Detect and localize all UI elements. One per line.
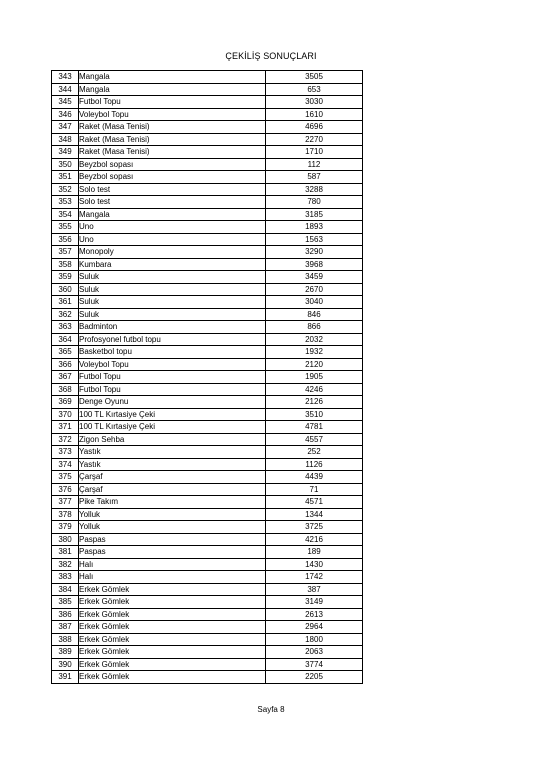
table-row	[52, 171, 363, 184]
row-number: 358	[52, 258, 79, 271]
ticket-number: 3505	[266, 71, 363, 84]
ticket-number: 1742	[266, 571, 363, 584]
table-row	[52, 571, 363, 584]
prize-name: 100 TL Kırtasiye Çeki	[79, 408, 266, 421]
table-row	[52, 546, 363, 559]
table-row	[52, 233, 363, 246]
row-number: 365	[52, 346, 79, 359]
prize-name: Mangala	[79, 71, 266, 84]
row-number: 388	[52, 633, 79, 646]
ticket-number: 1893	[266, 221, 363, 234]
table-row	[52, 608, 363, 621]
row-number: 347	[52, 121, 79, 134]
prize-name: Erkek Gömlek	[79, 596, 266, 609]
ticket-number: 4246	[266, 383, 363, 396]
page-number: Sayfa 8	[257, 705, 285, 714]
prize-name: Erkek Gömlek	[79, 621, 266, 634]
ticket-number: 1800	[266, 633, 363, 646]
results-table-body	[52, 71, 363, 684]
prize-name: Yastık	[79, 458, 266, 471]
ticket-number: 2964	[266, 621, 363, 634]
row-number: 377	[52, 496, 79, 509]
table-row	[52, 371, 363, 384]
table-row	[52, 496, 363, 509]
ticket-number: 1126	[266, 458, 363, 471]
table-row	[52, 583, 363, 596]
table-row	[52, 458, 363, 471]
table-row	[52, 346, 363, 359]
ticket-number: 4557	[266, 433, 363, 446]
prize-name: Badminton	[79, 321, 266, 334]
table-row	[52, 246, 363, 259]
prize-name: Raket (Masa Tenisi)	[79, 146, 266, 159]
ticket-number: 2063	[266, 646, 363, 659]
row-number: 348	[52, 133, 79, 146]
table-row	[52, 121, 363, 134]
table-row	[52, 308, 363, 321]
table-row	[52, 133, 363, 146]
table-row	[52, 446, 363, 459]
ticket-number: 3725	[266, 521, 363, 534]
ticket-number: 3290	[266, 246, 363, 259]
row-number: 379	[52, 521, 79, 534]
table-row	[52, 283, 363, 296]
prize-name: Futbol Topu	[79, 383, 266, 396]
row-number: 350	[52, 158, 79, 171]
table-row	[52, 271, 363, 284]
row-number: 370	[52, 408, 79, 421]
ticket-number: 3040	[266, 296, 363, 309]
prize-name: Basketbol topu	[79, 346, 266, 359]
ticket-number: 1344	[266, 508, 363, 521]
ticket-number: 1610	[266, 108, 363, 121]
row-number: 369	[52, 396, 79, 409]
ticket-number: 71	[266, 483, 363, 496]
table-row	[52, 208, 363, 221]
ticket-number: 780	[266, 196, 363, 209]
row-number: 367	[52, 371, 79, 384]
row-number: 366	[52, 358, 79, 371]
prize-name: Paspas	[79, 533, 266, 546]
prize-name: Erkek Gömlek	[79, 671, 266, 684]
row-number: 343	[52, 71, 79, 84]
ticket-number: 4571	[266, 496, 363, 509]
ticket-number: 3510	[266, 408, 363, 421]
table-row	[52, 483, 363, 496]
ticket-number: 387	[266, 583, 363, 596]
ticket-number: 2205	[266, 671, 363, 684]
table-row	[52, 633, 363, 646]
table-row	[52, 196, 363, 209]
prize-name: Paspas	[79, 546, 266, 559]
prize-name: Suluk	[79, 271, 266, 284]
table-row	[52, 658, 363, 671]
ticket-number: 2126	[266, 396, 363, 409]
table-row	[52, 433, 363, 446]
ticket-number: 2613	[266, 608, 363, 621]
ticket-number: 2670	[266, 283, 363, 296]
table-row	[52, 521, 363, 534]
ticket-number: 653	[266, 83, 363, 96]
prize-name: Uno	[79, 221, 266, 234]
prize-name: Denge Oyunu	[79, 396, 266, 409]
ticket-number: 1710	[266, 146, 363, 159]
row-number: 359	[52, 271, 79, 284]
ticket-number: 846	[266, 308, 363, 321]
ticket-number: 1563	[266, 233, 363, 246]
row-number: 349	[52, 146, 79, 159]
results-table	[51, 70, 363, 684]
row-number: 362	[52, 308, 79, 321]
ticket-number: 866	[266, 321, 363, 334]
prize-name: 100 TL Kırtasiye Çeki	[79, 421, 266, 434]
prize-name: Halı	[79, 558, 266, 571]
prize-name: Futbol Topu	[79, 96, 266, 109]
prize-name: Erkek Gömlek	[79, 608, 266, 621]
row-number: 372	[52, 433, 79, 446]
prize-name: Futbol Topu	[79, 371, 266, 384]
row-number: 357	[52, 246, 79, 259]
table-row	[52, 646, 363, 659]
prize-name: Pike Takım	[79, 496, 266, 509]
ticket-number: 1430	[266, 558, 363, 571]
table-row	[52, 533, 363, 546]
prize-name: Çarşaf	[79, 483, 266, 496]
row-number: 373	[52, 446, 79, 459]
ticket-number: 4781	[266, 421, 363, 434]
prize-name: Beyzbol sopası	[79, 158, 266, 171]
table-row	[52, 358, 363, 371]
page-title: ÇEKİLİŞ SONUÇLARI	[225, 51, 317, 61]
row-number: 375	[52, 471, 79, 484]
table-row	[52, 108, 363, 121]
row-number: 353	[52, 196, 79, 209]
row-number: 352	[52, 183, 79, 196]
row-number: 344	[52, 83, 79, 96]
table-row	[52, 83, 363, 96]
row-number: 383	[52, 571, 79, 584]
table-row	[52, 333, 363, 346]
ticket-number: 2120	[266, 358, 363, 371]
row-number: 363	[52, 321, 79, 334]
prize-name: Profosyonel futbol topu	[79, 333, 266, 346]
row-number: 380	[52, 533, 79, 546]
table-row	[52, 221, 363, 234]
table-row	[52, 596, 363, 609]
ticket-number: 189	[266, 546, 363, 559]
ticket-number: 587	[266, 171, 363, 184]
row-number: 368	[52, 383, 79, 396]
row-number: 381	[52, 546, 79, 559]
row-number: 364	[52, 333, 79, 346]
prize-name: Zigon Sehba	[79, 433, 266, 446]
prize-name: Halı	[79, 571, 266, 584]
prize-name: Suluk	[79, 308, 266, 321]
table-row	[52, 96, 363, 109]
prize-name: Voleybol Topu	[79, 358, 266, 371]
row-number: 345	[52, 96, 79, 109]
table-row	[52, 158, 363, 171]
row-number: 387	[52, 621, 79, 634]
prize-name: Suluk	[79, 296, 266, 309]
row-number: 390	[52, 658, 79, 671]
row-number: 391	[52, 671, 79, 684]
table-row	[52, 421, 363, 434]
row-number: 346	[52, 108, 79, 121]
prize-name: Kumbara	[79, 258, 266, 271]
ticket-number: 3774	[266, 658, 363, 671]
prize-name: Raket (Masa Tenisi)	[79, 121, 266, 134]
row-number: 360	[52, 283, 79, 296]
ticket-number: 3288	[266, 183, 363, 196]
prize-name: Voleybol Topu	[79, 108, 266, 121]
prize-name: Erkek Gömlek	[79, 583, 266, 596]
prize-name: Mangala	[79, 208, 266, 221]
ticket-number: 4696	[266, 121, 363, 134]
table-row	[52, 408, 363, 421]
prize-name: Erkek Gömlek	[79, 658, 266, 671]
ticket-number: 112	[266, 158, 363, 171]
prize-name: Yolluk	[79, 508, 266, 521]
ticket-number: 2270	[266, 133, 363, 146]
row-number: 385	[52, 596, 79, 609]
ticket-number: 252	[266, 446, 363, 459]
prize-name: Beyzbol sopası	[79, 171, 266, 184]
ticket-number: 1905	[266, 371, 363, 384]
prize-name: Raket (Masa Tenisi)	[79, 133, 266, 146]
prize-name: Yolluk	[79, 521, 266, 534]
ticket-number: 3459	[266, 271, 363, 284]
prize-name: Yastık	[79, 446, 266, 459]
table-row	[52, 383, 363, 396]
table-row	[52, 71, 363, 84]
ticket-number: 1932	[266, 346, 363, 359]
ticket-number: 3968	[266, 258, 363, 271]
prize-name: Mangala	[79, 83, 266, 96]
table-row	[52, 558, 363, 571]
row-number: 374	[52, 458, 79, 471]
table-row	[52, 296, 363, 309]
table-row	[52, 183, 363, 196]
table-row	[52, 621, 363, 634]
table-row	[52, 471, 363, 484]
row-number: 386	[52, 608, 79, 621]
table-row	[52, 146, 363, 159]
ticket-number: 3030	[266, 96, 363, 109]
row-number: 389	[52, 646, 79, 659]
table-row	[52, 396, 363, 409]
table-row	[52, 258, 363, 271]
row-number: 382	[52, 558, 79, 571]
row-number: 376	[52, 483, 79, 496]
prize-name: Erkek Gömlek	[79, 633, 266, 646]
ticket-number: 4216	[266, 533, 363, 546]
row-number: 355	[52, 221, 79, 234]
ticket-number: 3185	[266, 208, 363, 221]
table-row	[52, 671, 363, 684]
row-number: 371	[52, 421, 79, 434]
row-number: 361	[52, 296, 79, 309]
table-row	[52, 321, 363, 334]
ticket-number: 4439	[266, 471, 363, 484]
row-number: 378	[52, 508, 79, 521]
table-row	[52, 508, 363, 521]
row-number: 384	[52, 583, 79, 596]
prize-name: Solo test	[79, 183, 266, 196]
prize-name: Monopoly	[79, 246, 266, 259]
row-number: 354	[52, 208, 79, 221]
ticket-number: 2032	[266, 333, 363, 346]
prize-name: Çarşaf	[79, 471, 266, 484]
ticket-number: 3149	[266, 596, 363, 609]
row-number: 351	[52, 171, 79, 184]
prize-name: Erkek Gömlek	[79, 646, 266, 659]
prize-name: Uno	[79, 233, 266, 246]
row-number: 356	[52, 233, 79, 246]
prize-name: Solo test	[79, 196, 266, 209]
prize-name: Suluk	[79, 283, 266, 296]
